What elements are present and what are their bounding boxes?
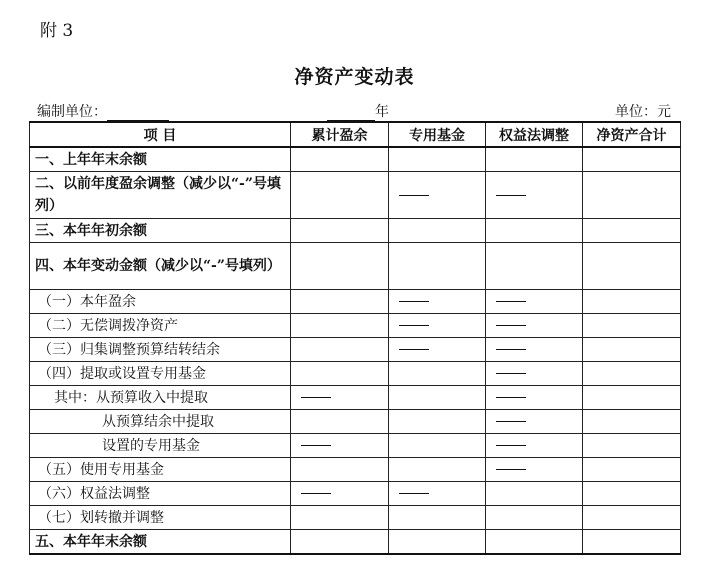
dash-mark [399,349,429,350]
amount-cell[interactable] [389,219,486,243]
amount-cell[interactable] [486,147,583,172]
row-label: （一）本年盈余 [30,290,291,314]
amount-cell[interactable] [583,530,681,555]
table-row [30,386,681,410]
amount-cell[interactable] [389,147,486,172]
amount-cell[interactable] [291,338,389,362]
amount-cell[interactable] [291,458,389,482]
not-applicable-cell [389,338,486,362]
row-label: 二、以前年度盈余调整（减少以“-”号填列） [30,172,291,219]
not-applicable-cell [389,290,486,314]
amount-cell[interactable] [583,314,681,338]
row-label: 四、本年变动金额（减少以“-”号填列） [30,243,291,290]
not-applicable-cell [291,482,389,506]
amount-cell[interactable] [583,362,681,386]
appendix-label: 附 3 [40,21,74,41]
amount-cell[interactable] [583,243,681,290]
reporting-unit [37,101,169,121]
net-assets-change-table [29,121,681,555]
amount-cell[interactable] [291,243,389,290]
amount-cell[interactable] [486,219,583,243]
header-equity-method-adjustment: 权益法调整 [486,122,583,147]
row-label: 设置的专用基金 [30,434,291,458]
amount-cell[interactable] [389,386,486,410]
table-row [30,172,681,219]
reporting-unit-label: 编制单位： [37,104,107,120]
table-row [30,530,681,555]
currency-unit: 单位：元 [615,104,671,120]
amount-cell[interactable] [389,243,486,290]
dash-mark [496,373,526,374]
not-applicable-cell [486,362,583,386]
amount-cell[interactable] [486,243,583,290]
amount-cell[interactable] [389,362,486,386]
report-year [327,101,389,121]
table-body [30,147,681,554]
table-row [30,482,681,506]
amount-cell[interactable] [486,530,583,555]
amount-cell[interactable] [389,530,486,555]
row-label: （五）使用专用基金 [30,458,291,482]
report-year-label: 年 [375,104,389,120]
amount-cell[interactable] [583,219,681,243]
reporting-unit-blank [107,106,169,121]
not-applicable-cell [389,314,486,338]
table-row [30,338,681,362]
row-label: （三）归集调整预算结转结余 [30,338,291,362]
row-label: 五、本年年末余额 [30,530,291,555]
dash-mark [496,301,526,302]
dash-mark [399,195,429,196]
table-row [30,410,681,434]
table-header-row [30,122,681,147]
not-applicable-cell [486,290,583,314]
not-applicable-cell [486,338,583,362]
dash-mark [301,493,331,494]
row-label: （二）无偿调拨净资产 [30,314,291,338]
dash-mark [496,325,526,326]
amount-cell[interactable] [389,458,486,482]
not-applicable-cell [486,386,583,410]
amount-cell[interactable] [291,410,389,434]
dash-mark [301,445,331,446]
amount-cell[interactable] [291,147,389,172]
amount-cell[interactable] [291,290,389,314]
table-row [30,243,681,290]
table-row [30,219,681,243]
dash-mark [301,397,331,398]
not-applicable-cell [291,434,389,458]
page-title: 净资产变动表 [294,66,415,88]
table-row [30,362,681,386]
amount-cell[interactable] [583,506,681,530]
not-applicable-cell [486,172,583,219]
table-row [30,458,681,482]
amount-cell[interactable] [583,434,681,458]
report-year-blank [327,106,375,121]
amount-cell[interactable] [486,482,583,506]
amount-cell[interactable] [291,530,389,555]
table-row [30,147,681,172]
header-net-assets-total: 净资产合计 [583,122,681,147]
dash-mark [496,195,526,196]
row-label: （六）权益法调整 [30,482,291,506]
row-label: 从预算结余中提取 [30,410,291,434]
not-applicable-cell [389,172,486,219]
not-applicable-cell [486,434,583,458]
amount-cell[interactable] [583,147,681,172]
header-special-fund: 专用基金 [389,122,486,147]
header-item: 项 目 [30,122,291,147]
amount-cell[interactable] [291,314,389,338]
not-applicable-cell [389,482,486,506]
dash-mark [399,325,429,326]
amount-cell[interactable] [291,362,389,386]
amount-cell[interactable] [389,506,486,530]
row-label: （四）提取或设置专用基金 [30,362,291,386]
amount-cell[interactable] [583,290,681,314]
table-row [30,434,681,458]
row-label: 三、本年年初余额 [30,219,291,243]
amount-cell[interactable] [291,219,389,243]
amount-cell[interactable] [583,338,681,362]
amount-cell[interactable] [583,386,681,410]
meta-row [37,101,677,121]
row-label: （七）划转撤并调整 [30,506,291,530]
amount-cell[interactable] [486,506,583,530]
amount-cell[interactable] [583,458,681,482]
not-applicable-cell [486,410,583,434]
header-accumulated-surplus: 累计盈余 [291,122,389,147]
amount-cell[interactable] [389,410,486,434]
not-applicable-cell [486,458,583,482]
dash-mark [496,469,526,470]
dash-mark [399,301,429,302]
dash-mark [496,445,526,446]
amount-cell[interactable] [583,172,681,219]
amount-cell[interactable] [291,506,389,530]
table-row [30,314,681,338]
dash-mark [496,397,526,398]
amount-cell[interactable] [291,172,389,219]
row-label: 其中：从预算收入中提取 [30,386,291,410]
dash-mark [496,421,526,422]
table-row [30,290,681,314]
not-applicable-cell [486,314,583,338]
amount-cell[interactable] [583,410,681,434]
dash-mark [496,349,526,350]
table-row [30,506,681,530]
row-label: 一、上年年末余额 [30,147,291,172]
amount-cell[interactable] [583,482,681,506]
amount-cell[interactable] [389,434,486,458]
not-applicable-cell [291,386,389,410]
dash-mark [399,493,429,494]
